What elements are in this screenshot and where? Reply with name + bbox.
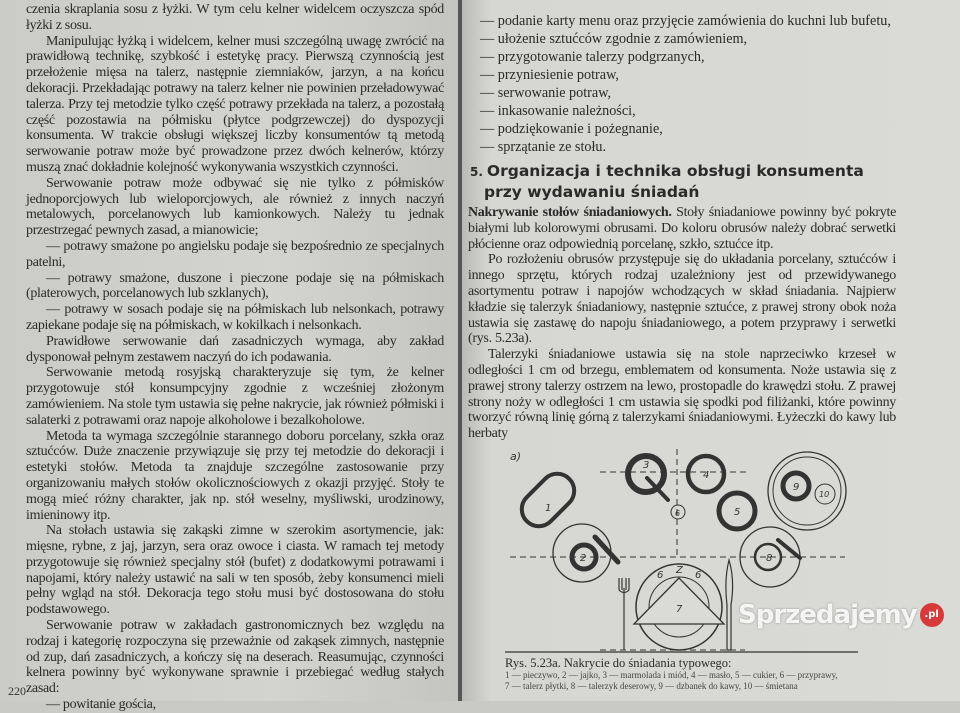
num-10: 10 <box>819 490 830 499</box>
dash-list-item: — potrawy w sosach podaje się na półmiskach lub nelsonkach, potrawy zapiekane podaje się na półmiskach, w kokilkach i nelsonkach. <box>26 302 444 334</box>
paragraph: Serwowanie potraw w zakładach gastronomicznych bez względu na rodzaj i kategorię rozpoczyna się przeważnie od zakąsek zimnych, następnie od zup, dań zasadniczych, a kończy się na deserach. Reasumując, czynności kelnera powinny być wykonywane sprawnie i przebiegać według stałych zasad: <box>26 618 444 697</box>
paragraph: Na stołach ustawia się zakąski zimne w szerokim asortymencie, jak: mięsne, rybne, z jaj, jarzyn, sera oraz owoce i ciasta. W ramach tej metody przygotowuje się również specjalny stół (bufet) z dodatkowymi potrawami i napojami, który należy ustawić na sali w ten sposób, żeby konsumenci mieli pełny wgląd na stół. Dekoracja tego stołu musi być dostosowana do stołu podstawowego. <box>26 523 444 618</box>
knife-icon <box>726 560 733 650</box>
paragraph: czenia skraplania sosu z łyżki. W tym celu kelner widelcem oczyszcza spód łyżki z sosu. <box>26 2 444 33</box>
paragraph: Po rozłożeniu obrusów przystępuje się do układania porcelany, sztućców i innego sprzętu, których rodzaj uzależniony jest od przewidywanego asortymentu potraw i napojów wchodzących w skład śniadania. Najpierw kładzie się talerzyk śniadaniowy, następnie sztućce, z prawej strony obok noża ustawia się zastawę do napoju śniadaniowego, a potem przyprawy i serwetki (rys. 5.23a). <box>468 252 896 347</box>
num-1: 1 <box>545 503 552 514</box>
num-5: 5 <box>734 507 741 518</box>
list-item: — podziękowanie i pożegnanie, <box>480 120 891 138</box>
list-item: — podanie karty menu oraz przyjęcie zamówienia do kuchni lub bufetu, <box>480 12 891 30</box>
caption-title: Rys. 5.23a. Nakrycie do śniadania typowego: <box>505 656 732 670</box>
num-7: 7 <box>676 604 683 615</box>
num-8: 8 <box>766 553 773 564</box>
watermark <box>738 600 944 630</box>
paragraph: Talerzyki śniadaniowe ustawia się na stole naprzeciwko krzeseł w odległości 1 cm od brzegu, emblematem od konsumenta. Noże ustawia się z prawej strony talerzy ostrzem na lewo, prostopadle do krawędzi stołu. Z prawej strony noży w odległości 1 cm ustawia się spodki pod filiżanki, które powinny tworzyć równą linię górną z talerzykami śniadaniowymi. Łyżeczki do kawy lub herbaty <box>468 347 896 442</box>
watermark-logo: Sprzedajemy <box>738 600 917 630</box>
fork-icon <box>619 578 629 650</box>
figure-label: a) <box>510 450 522 463</box>
list-item: — inkasowanie należności, <box>480 102 891 120</box>
num-6: 6 <box>675 509 681 518</box>
num-9: 9 <box>793 482 800 493</box>
num-z: Z <box>676 565 683 576</box>
paragraph: Serwowanie metodą rosyjską charakteryzuje się tym, że kelner przygotowuje stół konsumpcyjny zgodnie z wcześniej złożonym zamówieniem. Na stole tym ustawia się pełne nakrycie, jak również półmiski i salaterki z potrawami oraz napoje alkoholowe i bezalkoholowe. <box>26 365 444 428</box>
napkin <box>634 578 724 624</box>
run-in-heading: Nakrywanie stołów śniadaniowych. <box>468 205 672 220</box>
figure-caption <box>505 656 838 692</box>
list-item: — serwowanie potraw, <box>480 84 891 102</box>
paragraph: Manipulując łyżką i widelcem, kelner musi szczególną uwagę zwrócić na prawidłową technikę, szybkość i estetykę pracy. Pierwszą czynnością jest przełożenie mięsa na talerz, następnie ziemniaków, jarzyn, a na końcu dekoracji. Przekładając potrawy na talerz kelner nie powinien przeładowywać talerza. Przy tej metodzie tylko część potrawy przekłada na talerz, a pozostałą część pozostawia na półmisku (płytce podgrzewczej) do dyspozycji konsumenta. W trakcie obsługi większej liczby konsumentów tą metodą serwowanie potraw może być prowadzone przez dwóch kelnerów, którzy muszą znać dokładnie kolejność wykonywania wszystkich czynności. <box>26 33 444 175</box>
num-6a: 6 <box>657 570 664 581</box>
list-item: — sprzątanie ze stołu. <box>480 138 891 156</box>
paragraph: Serwowanie potraw może odbywać się nie tylko z półmisków jednoporcjowych lub wieloporcjowych, ale również z innych naczyń metalowych, porcelanowych lub kamionkowych. Należy tu jednak przestrzegać pewnych zasad, a mianowicie; <box>26 175 444 239</box>
caption-legend-2: 7 — talerz płytki, 8 — talerzyk deserowy, 9 — dzbanek do kawy, 10 — śmietana <box>505 681 798 691</box>
list-item: — ułożenie sztućców zgodnie z zamówieniem, <box>480 30 891 48</box>
paragraph: Prawidłowe serwowanie dań zasadniczych wymaga, aby zakład dysponował pełnym zestawem naczyń do ich podawania. <box>26 333 444 365</box>
page-number: 220 <box>8 684 26 698</box>
dash-list-item: — potrawy smażone, duszone i pieczone podaje się na półmiskach (platerowych, porcelanowych lub szklanych), <box>26 271 444 303</box>
list-item: — przygotowanie talerzy podgrzanych, <box>480 48 891 66</box>
num-3: 3 <box>643 460 650 471</box>
num-6b: 6 <box>695 570 702 581</box>
list-item: — przyniesienie potraw, <box>480 66 891 84</box>
dash-list-item: — potrawy smażone po angielsku podaje się bezpośrednio ze specjalnych patelni, <box>26 239 444 271</box>
heading-line-2: przy wydawaniu śniadań <box>484 183 700 201</box>
watermark-badge: .pl <box>920 603 944 627</box>
heading-line-1: Organizacja i technika obsługi konsumenta <box>486 162 864 180</box>
dash-list-item: — powitanie gościa, <box>26 697 444 713</box>
section-number: 5. <box>470 165 483 179</box>
paragraph-text: Stoły śniadaniowe powinny być pokryte białymi lub kolorowymi obrusami. Do koloru obrusów należy dobrać serwetki płócienne oraz odpowiednią porcelanę, szkło, sztućce itp. <box>468 205 896 252</box>
bread-tray <box>515 467 581 533</box>
egg-spoon <box>595 537 618 562</box>
num-2: 2 <box>580 553 587 564</box>
paragraph: Metoda ta wymaga szczególnie starannego doboru porcelany, szkła oraz sztućców. Duże znaczenie przywiązuje się przy tej metodzie do dekoracji i estetyki stołów. Metoda ta znajduje szczególne zastosowanie przy organizowaniu małych stołów okolicznościowych z okazji przyjęć. Stoły te mogą mieć różny charakter, jak np. stół weselny, myśliwski, urodzinowy, imieninowy itp. <box>26 428 444 523</box>
caption-legend-1: 1 — pieczywo, 2 — jajko, 3 — marmolada i miód, 4 — masło, 5 — cukier, 6 — przyprawy, <box>505 670 838 680</box>
num-4: 4 <box>703 470 710 481</box>
